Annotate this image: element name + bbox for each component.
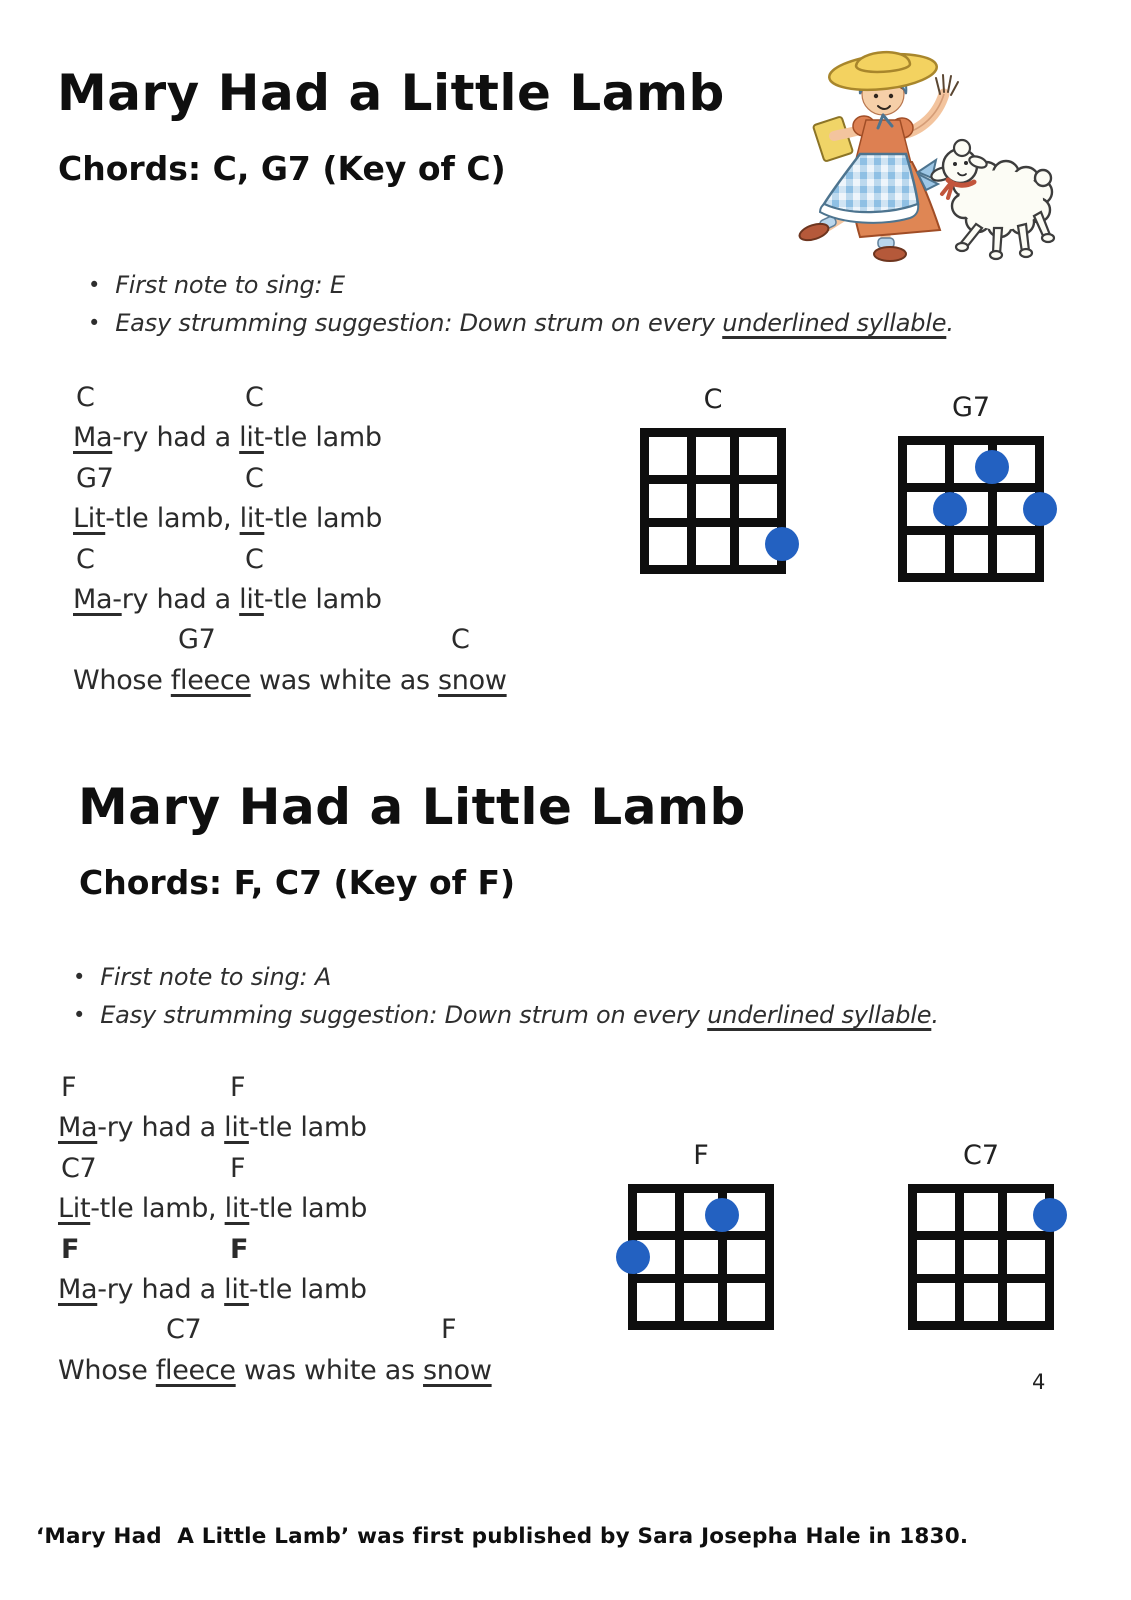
lyric-line [58,1270,618,1310]
footer-attribution: ‘Mary Had A Little Lamb’ was first published by Sara Josepha Hale in 1830. [36,1524,969,1549]
chord-line [73,378,633,418]
bullet-icon: • [73,1003,86,1027]
finger-dot [765,527,799,561]
chord-line [73,459,633,499]
chord-symbol: F [230,1152,246,1184]
text-segment: underlined syllable [722,309,947,337]
chord-symbol: G7 [76,462,114,494]
chord-symbol: C7 [166,1314,202,1346]
chord-line [58,1230,618,1270]
text-segment: Ma [73,422,113,454]
song-title: Mary Had a Little Lamb [57,64,725,122]
chord-line [73,540,633,580]
lyric-line [73,499,633,539]
text-segment: lit [224,1112,249,1144]
lyric-line [73,418,633,458]
chord-symbol: C [76,543,95,575]
text-segment: Ma [58,1112,98,1144]
page-number: 4 [1032,1370,1046,1394]
bullet-item [88,304,954,342]
chord-symbol: C [245,462,264,494]
text-segment: Whose [73,664,171,696]
text-segment: ry had a [121,583,240,615]
text-segment: -tle lamb, [105,503,240,535]
fretboard-grid [898,436,1044,582]
finger-dot [705,1198,739,1232]
text-segment: -tle lamb [248,1112,367,1144]
mary-and-lamb-illustration [790,32,1070,267]
bullet-text [100,958,331,996]
bullet-item [73,996,939,1034]
text-segment: fleece [155,1354,236,1386]
bullet-icon: • [88,311,101,335]
chord-symbol: C [245,382,264,413]
bullet-item [73,958,939,996]
lyrics-with-chords [73,378,633,701]
text-segment: was white as [235,1354,424,1386]
chord-symbol: F [61,1233,80,1265]
text-segment: underlined syllable [707,1001,932,1029]
text-segment: -tle lamb [264,503,383,535]
chord-diagram-c [640,384,786,574]
text-segment: was white as [250,664,439,696]
text-segment: -tle lamb [263,422,382,454]
song-chords-subtitle: Chords: C, G7 (Key of C) [58,149,506,188]
text-segment: -ry had a [97,1273,225,1305]
lyric-line [58,1108,618,1148]
chord-diagram-label: G7 [951,392,991,423]
bullet-text [115,304,954,342]
fretboard-grid [908,1184,1054,1330]
lyric-line [73,580,633,620]
chord-diagram-c7 [908,1140,1054,1330]
text-segment: Lit [58,1193,91,1225]
text-segment: lit [224,1193,250,1225]
text-segment: lit [224,1273,249,1305]
chord-symbol: C [76,382,95,413]
chord-symbol: C [245,543,264,575]
fretboard-grid [628,1184,774,1330]
text-segment: fleece [170,664,251,696]
bullet-item [88,266,954,304]
text-segment: Whose [58,1354,156,1386]
text-segment: -tle lamb [248,1273,367,1305]
chord-diagram-label: C [703,384,723,415]
chord-diagram-label: F [693,1140,709,1171]
text-segment: -ry had a [97,1112,225,1144]
text-segment: First note to sing: A [100,963,332,991]
text-segment: snow [438,664,507,696]
chord-diagram-g7 [898,392,1044,582]
chord-symbol: F [61,1072,77,1103]
lyric-line [73,661,633,701]
text-segment: lit [239,503,265,535]
chord-diagram-label: C7 [962,1140,1000,1171]
chord-symbol: F [230,1233,249,1265]
chord-line [58,1068,618,1108]
finger-dot [1023,492,1057,526]
text-segment: Lit [73,503,106,535]
text-segment: . [931,1001,939,1029]
finger-dot [1033,1198,1067,1232]
bullet-icon: • [73,965,86,989]
text-segment: -tle lamb, [90,1193,225,1225]
chord-line [58,1149,618,1189]
text-segment: Easy strumming suggestion: Down strum on every [100,1001,708,1029]
text-segment: . [946,309,954,337]
song-chords-subtitle: Chords: F, C7 (Key of F) [79,863,516,902]
song-title: Mary Had a Little Lamb [78,778,746,836]
text-segment: lit [239,422,264,454]
chord-symbol: F [441,1314,457,1346]
chord-symbol: G7 [178,624,216,656]
text-segment: Ma- [73,583,122,615]
text-segment: -tle lamb [263,583,382,615]
text-segment: -ry had a [112,422,240,454]
finger-dot [616,1240,650,1274]
finger-dot [975,450,1009,484]
text-segment: lit [239,583,264,615]
text-segment: Easy strumming suggestion: Down strum on every [115,309,723,337]
finger-dot [933,492,967,526]
song-notes-list [88,266,954,342]
song-notes-list [73,958,939,1034]
chord-symbol: C7 [61,1152,97,1184]
chord-symbol: C [451,624,470,656]
text-segment: First note to sing: E [115,271,345,299]
bullet-text [100,996,939,1034]
text-segment: -tle lamb [249,1193,368,1225]
chord-symbol: F [230,1072,246,1103]
chord-diagram-f [628,1140,774,1330]
fretboard-grid [640,428,786,574]
chord-line [58,1310,618,1350]
bullet-icon: • [88,273,101,297]
lyrics-with-chords [58,1068,618,1391]
text-segment: snow [423,1354,492,1386]
chord-line [73,620,633,660]
lyric-line [58,1189,618,1229]
text-segment: Ma [58,1273,98,1305]
bullet-text [115,266,345,304]
lyric-line [58,1351,618,1391]
